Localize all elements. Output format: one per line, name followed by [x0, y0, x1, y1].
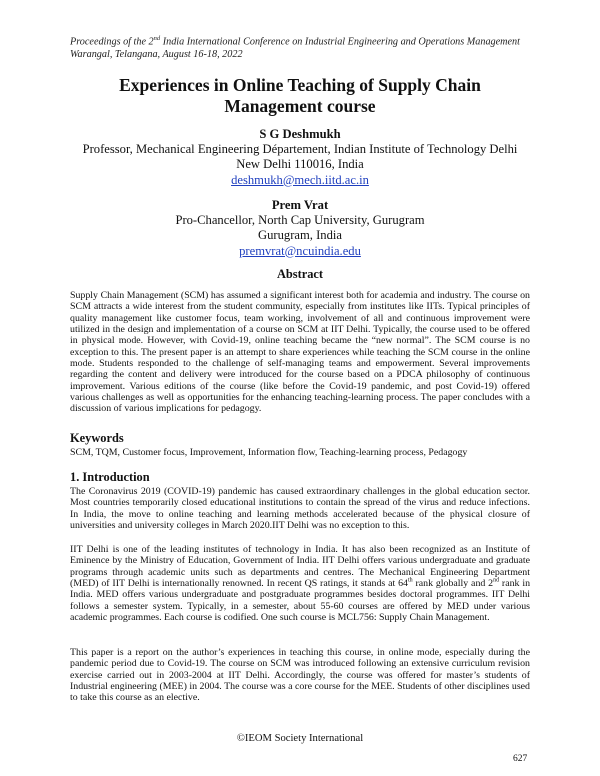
author-name: Prem Vrat — [271, 198, 329, 212]
author-affiliation: Professor, Mechanical Engineering Département, Indian Institute of Technology Delhi — [82, 142, 518, 157]
introduction-paragraph-3: This paper is a report on the author’s experiences in teaching this course, in online mode, especially during the pandemic period due to Covid-19. The course on SCM was introduced following an extensive curriculum revision exercise carried out in 2003-2004 at IIT Delhi. Accordingly, the course was offered for master’s students of Industrial engineering (MEE) in 2004. The course was a core course for the MEE. Students of other disciplines used to take this course as an elective. — [70, 647, 530, 704]
author-email-link[interactable]: premvrat@ncuindia.edu — [239, 243, 361, 258]
abstract-text: Supply Chain Management (SCM) has assumed a significant interest both for academia and industry. The course on SCM attracts a wide interest from the student community, especially from institutes like IITs. Typical principles of quality management like customer focus, team working, involvement of all and continuous improvement were utilized in the design and implementation of a course on SCM at IIT Delhi. Typically, the course used to be offered in physical mode. However, with Covid-19, online teaching became the “new normal”. The SCM course is no exception to this. The present paper is an attempt to share experiences while teaching the SCM course in the online mode. Students responded to the challenge of self-managing teams and empowerment. Several improvements regarding the content and delivery were introduced for the course based on a PDCA philosophy of continuous improvement. Various editions of the course (like before the Covid-19 pandemic, and post Covid-19) offered various challenges as well as opportunities for the enhancing teaching-learning process. The paper concludes with a discussion of various implications for pedagogy. — [70, 290, 530, 415]
header-line-2: Warangal, Telangana, August 16-18, 2022 — [70, 48, 243, 60]
footer-copyright: ©IEOM Society International — [236, 733, 364, 744]
author-block-2 — [60, 198, 540, 259]
author-block-1 — [60, 127, 540, 188]
paragraph-2-text-a: IIT Delhi is one of the leading institutes of technology in India. It has also been recognized as an Institute of Eminence by the Ministry of Education, Government of India. IIT Delhi offers various undergraduate and graduate programs through academic units such as departments and centres. The Mechanical Engineering Department (MED) of IIT Delhi is internationally renowned. In recent QS ratings, it stands at 64 — [70, 544, 530, 590]
paragraph-2-text-b: rank globally and 2 — [412, 578, 494, 590]
ordinal-nd: nd — [493, 577, 500, 584]
proceedings-header — [70, 33, 540, 61]
keywords-text: SCM, TQM, Customer focus, Improvement, Information flow, Teaching-learning process, Pedagogy — [70, 447, 468, 458]
author-email-link[interactable]: deshmukh@mech.iitd.ac.in — [231, 172, 369, 187]
header-line-1 — [70, 33, 540, 49]
author-location: New Delhi 110016, India — [236, 157, 364, 172]
keywords-heading: Keywords — [70, 431, 124, 445]
author-affiliation: Pro-Chancellor, North Cap University, Gurugram — [175, 213, 425, 228]
author-name: S G Deshmukh — [259, 127, 341, 141]
header-ordinal: nd — [153, 35, 161, 42]
header-line-1-rest: India International Conference on Industrial Engineering and Operations Management — [160, 36, 520, 48]
ordinal-th: th — [407, 577, 413, 584]
introduction-heading: 1. Introduction — [70, 470, 150, 484]
title-line-1: Experiences in Online Teaching of Supply Chain — [119, 75, 481, 95]
page-number: 627 — [513, 754, 528, 764]
paragraph-2-text-c: rank in India. MED offers various undergraduate and postgraduate programmes besides doctoral programmes. IIT Delhi follows a semester system. Typically, in a semester, about 55-60 courses are offered by MED under various academic programmes. Each course is codified. One such course is MCL756: Supply Chain Management. — [70, 578, 531, 624]
introduction-paragraph-1: The Coronavirus 2019 (COVID-19) pandemic has caused extraordinary challenges in the global education sector. Most countries temporarily closed educational institutions to contain the spread of the virus and reduce infections. In India, the move to online teaching and learning methods accelerated because of the physical closure of universities and university colleges in March 2020.IIT Delhi was no exception to this. — [70, 486, 530, 532]
paper-title — [60, 75, 540, 117]
title-line-2: Management course — [224, 96, 376, 116]
abstract-heading: Abstract — [276, 267, 324, 281]
header-line-1-text: Proceedings of the 2 — [70, 36, 154, 48]
introduction-paragraph-2 — [70, 544, 530, 623]
author-location: Gurugram, India — [258, 228, 342, 243]
